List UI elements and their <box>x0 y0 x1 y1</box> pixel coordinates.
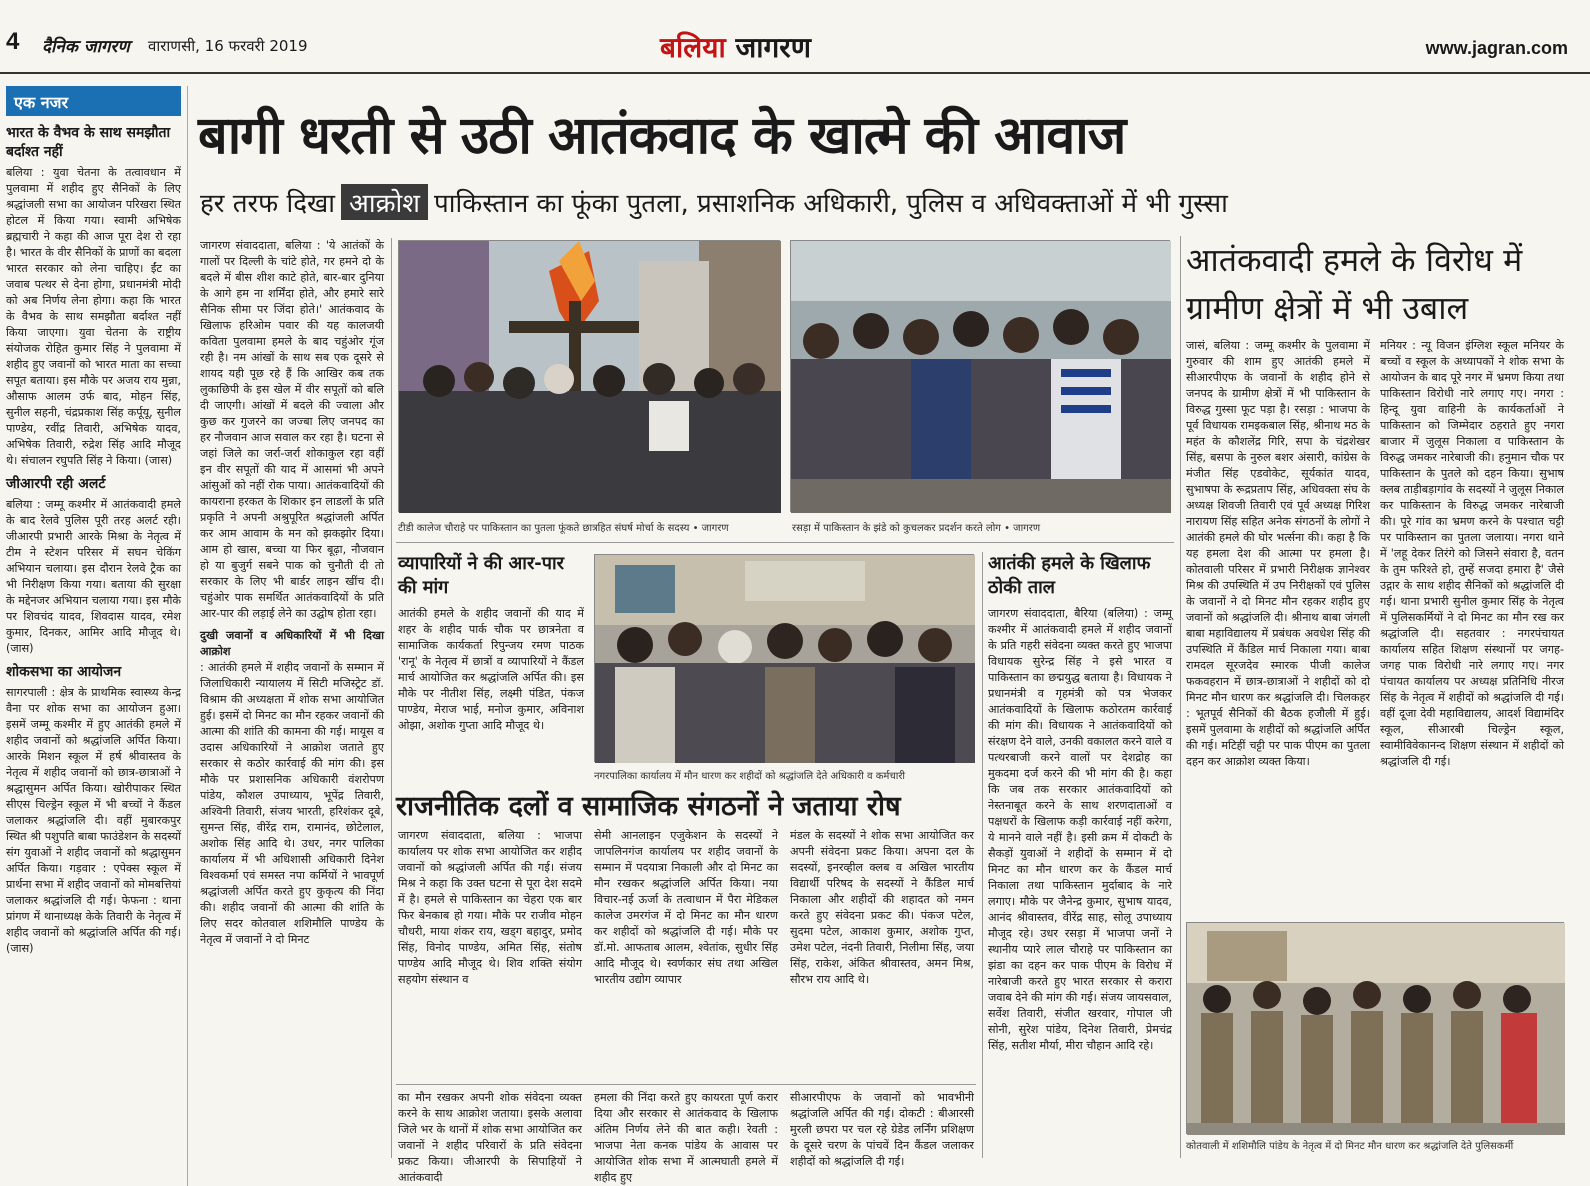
masthead-rule <box>0 72 1590 74</box>
photo-effigy-burning-image <box>399 241 781 513</box>
banner-headline: बागी धरती से उठी आतंकवाद के खात्मे की आवाज <box>198 106 1126 166</box>
photo-kotwali-caption: कोतवाली में शशिमौलि पांडेय के नेतृत्व में दो मिनट मौन धारण कर श्रद्धांजलि देते पुलिसकर्मी <box>1186 1141 1514 1152</box>
website-url[interactable]: www.jagran.com <box>1425 38 1568 58</box>
date-line: वाराणसी, 16 फरवरी 2019 <box>148 37 308 55</box>
sidebar-heading-1: भारत के वैभव के साथ समझौता बर्दाश्त नहीं <box>6 125 171 160</box>
rajnitik-col-1: जागरण संवाददाता, बलिया : भाजपा कार्यालय पर शोक सभा आयोजित कर शहीद जवानों को श्रद्धांजली अर्पित की गई। संजय मिश्र ने कहा कि उक्त घटना से पूरा देश सदमे में है। हमले से पाकिस्तान का चेहरा एक बार फिर बेनकाब हो गया। मौके पर राजीव मोहन चौधरी, माया शंकर राय, खड्ग बहादुर, प्रमोद सिंह, विनोद पाण्डेय, अमित सिंह, संतोष पाण्डेय आदि मौजूद थे। शिव शक्ति संयोग सहयोग संस्थान व <box>398 829 582 986</box>
sidebar-body-2: बलिया : जम्मू कश्मीर में आतंकवादी हमले के बाद रेलवे पुलिस पूरी तरह अलर्ट रही। जीआरपी प्रभारी आरके मिश्रा के नेतृत्व में टीम ने स्टेशन परिसर में सघन चेकिंग अभियान चलाया। इस दौरान रेलवे ट्रैक का भी निरीक्षण किया गया। बताया की सुरक्षा के मद्देनजर अभियान चलाया गया। इस मौके पर शिवचंद यादव, शिवदास यादव, रमेश कुमार, दिनकर, आमिर आदि मौजूद थे। (जास) <box>6 498 181 655</box>
photo-nagarpalika <box>594 554 974 762</box>
photo-kotwali <box>1186 922 1564 1134</box>
gramin-col-2: मनियर : न्यू विजन इंग्लिश स्कूल मनियर के बच्चों व स्कूल के अध्यापकों ने शोक सभा के आयोजन के बाद पूरे नगर में भ्रमण किया तथा पाकिस्तान विरोधी नारे लगाए गए। नगरा : हिन्दू युवा वाहिनी के कार्यकर्ताओं ने पाकिस्तान को जिम्मेदार ठहराते हुए नगरा बाजार में जुलूस निकाला व पाकिस्तान के विरुद्ध जमकर नारेबाजी की। हनुमान चौक पर पाकिस्तान के पुतले को दहन किया। सुभाष क्लब ताड़ीबड़ागांव के सदस्यों ने जुलूस निकाल कर पाकिस्तान के विरुद्ध जमकर नारेबाजी की। पूरे गांव का भ्रमण करने के पश्चात चट्टी पर पाकिस्तान का पुतला जलाया। नगरा थाने में 'लहू देकर तिरंगे को जिसने संवारा है, वतन के तुम फरिश्ते हो, तुम्हें सजदा हमारा है' जैसे उद्गार के साथ शहीद सैनिकों को श्रद्धांजलि दी गई। थाना प्रभारी सुनील कुमार सिंह के नेतृत्व में पुलिसकर्मियों ने दो मिनट का मौन रख कर श्रद्धांजलि दी। सहतवार : नगरपंचायत कार्यालय सहित शिक्षण संस्थानों पर जगह-जगह पाक विरोधी नारे लगाए गए। नगर पंचायत कार्यालय पर अध्यक्ष प्रतिनिधि नीरज सिंह के नेतृत्व में शहीदों को श्रद्धांजलि दी गई। वहीं दूजा देवी महाविद्यालय, आदर्श विद्यामंदिर स्कूल, सीआरबी चिल्ड्रेन स्कूल, स्वामीविवेकानन्द शिक्षण संस्थान में शहीदों को श्रद्धांजलि दी गई। <box>1380 339 1564 768</box>
aatanki-heading: आतंकी हमले के खिलाफ ठोकी ताल <box>988 553 1151 598</box>
lead-story-para-1: जागरण संवाददाता, बलिया : 'ये आतंकों के गालों पर दिल्ली के चांटे होते, गर हमने दो के बदले में बीस शीश काटे होते, बार-बार दुनिया के आगे हम ना शर्मिंदा होते, और हमारे सारे सैनिक सीमा पर जिंदा होते।' आतंकवाद के खिलाफ हरिओम पवार की यह कालजयी कविता पुलवामा हमले के बाद चहुंओर गूंज रही है। नम आंखों के साथ सब एक दूसरे से शायद यही पूछ रहे हैं कि आखिर कब तक लुकाछिपी के इस खेल में वीर सपूतों को बलि दी जाएगी। आंखों में बदले की ज्वाला और कुछ कर गुजरने का जज्बा लिए जनपद का हर नौजवान आज सवाल कर रहा है। घटना से जहां जिले का जर्रा-जर्रा शोकाकुल रहा वहीं इन वीर सपूतों की याद में आसमां भी अपने आंसुओं को नहीं रोक पाया। आतंकवादियों की कायराना हरकत के शिकार इन लाडलों के प्रति प्रकृति ने अपनी अश्रुपूरित श्रद्धांजली अर्पित कर आम आवाम के मन को झकझोर दिया। आम हो खास, बच्चा या फिर बूढ़ा, नौजवान हो या बुजुर्ग सबने पाक को चुनौती दी तो सरकार के लिए भी बार्डर लाइन खींच दी। चहुंओर पाक समर्थित आतंकवादियों के प्रति आर-पार की लड़ाई लेने का उद्घोष होता रहा। <box>200 239 384 620</box>
photo-effigy-burning <box>398 240 780 512</box>
edition-brand: जागरण <box>735 31 811 64</box>
photos-divider <box>396 542 1174 543</box>
photo-rasra-protest-image <box>791 241 1171 513</box>
column-divider <box>391 238 392 1158</box>
sub-headline-highlight: आक्रोश <box>341 184 428 220</box>
vyapari-body: आतंकी हमले के शहीद जवानों की याद में शहर के शहीद पार्क चौक पर छात्रनेता व सामाजिक कार्यकर्ता रिपुन्जय रमण पाठक 'रानू' के नेतृत्व में छात्रों व व्यापारियों ने कैंडल मार्च आयोजित कर श्रद्धांजलि अर्पित की। इस मौके पर नीतीश सिंह, लक्ष्मी पंडित, पंकज पाण्डेय, मेराज भाई, मनोज कुमार, अविनाश ओझा, अशोक गुप्ता आदि मौजूद थे। <box>398 607 584 732</box>
lead-story-para-2: : आतंकी हमले में शहीद जवानों के सम्मान में जिलाधिकारी न्यायालय में सिटी मजिस्ट्रेट डॉ. विश्राम की अध्यक्षता में शोक सभा आयोजित हुई। इसमें दो मिनट का मौन रहकर जवानों की आत्मा की शांति की कामना की गई। मायूस व उदास अधिकारियों ने आक्रोश जताते हुए सरकार से कठोर कार्रवाई की मांग की। इस मौके पर प्रशासनिक अधिकारी वंशरोपण पांडेय, कौशल उपाध्याय, भूपेंद्र तिवारी, अश्विनी तिवारी, संजय भारती, हरिशंकर दूबे, सुमन्त सिंह, वीरेंद्र राम, रामानंद, छोटेलाल, अशोक सिंह आदि थे। उधर, नगर पालिका कार्यालय में भी अधिशासी अधिकारी दिनेश विश्वकर्मा एवं समस्त नपा कर्मियों ने भावपूर्ण श्रद्धांजली अर्पित करते हुए कुकृत्य की निंदा की। शहीद जवानों की आत्मा की शांति के लिए सदर कोतवाल शशिमौलि पाण्डेय के नेतृत्व में जवानों ने दो मिनट <box>200 661 384 946</box>
photo-effigy-caption: टीडी कालेज चौराहे पर पाकिस्तान का पुतला फूंकते छात्रहित संघर्ष मोर्चा के सदस्य • जागरण <box>398 523 729 534</box>
gramin-divider <box>1180 236 1181 1158</box>
lead-story-subhead: दुखी जवानों व अधिकारियों में भी दिखा आक्रोश <box>200 629 384 658</box>
masthead <box>0 0 1590 78</box>
edition-prefix: बलिया <box>660 31 726 64</box>
rajnitik-cont-2: हमला की निंदा करते हुए कायरता पूर्ण करार दिया और सरकार से आतंकवाद के खिलाफ अंतिम निर्णय लेने की बात कही। रेवती : भाजपा नेता कनक पांडेय के आवास पर आयोजित शोक सभा में आत्मघाती हमले में शहीद हुए <box>594 1091 778 1184</box>
rajnitik-cont-3: सीआरपीएफ के जवानों को भावभीनी श्रद्धांजलि अर्पित की गई। दोकटी : बीआरसी मुरली छपरा पर चल रहे ग्रेडेड लर्निंग प्रशिक्षण के दूसरे चरण के पांचवें दिन कैंडल जलाकर शहीदों को श्रद्धांजलि दी गई। <box>790 1091 974 1168</box>
photo-nagarpalika-image <box>595 555 975 763</box>
sidebar-heading-3: शोकसभा का आयोजन <box>6 664 122 680</box>
sidebar-box-title: एक नजर <box>6 86 181 116</box>
sidebar-heading-2: जीआरपी रही अलर्ट <box>6 476 106 492</box>
sidebar-body-1: बलिया : युवा चेतना के तत्वावधान में पुलवामा में शहीद हुए सैनिकों के लिए श्रद्धांजली सभा का आयोजन परिखरा स्थित होटल में किया गया। स्वामी अभिषेक ब्रह्मचारी ने कहा की आज पूरा देश रो रहा है। भारत के वीर सैनिकों के प्राणों का बदला भारत सरकार को लेना चाहिए। ईंट का जवाब पत्थर से देना होगा, प्रधानमंत्री मोदी को अब निर्णय लेना होगा। कहा कि भारत के वैभव के साथ समझौता बर्दाश्त नहीं किया जाएगा। युवा चेतना के राष्ट्रीय संयोजक रोहित कुमार सिंह ने पुलवामा में शहीद हुए जवानों को भारत माता का सच्चा सपूत बताया। इस मौके पर अजय राय मुन्ना, औसाफ आलम उर्फ बाद, मोहन सिंह, सुनील सहनी, चंद्रप्रकाश सिंह कर्पूयू, सुनील पाण्डेय, रवींद्र तिवारी, अभिषेक यादव, अभिषेक तिवारी, रुद्रेश सिंह आदि मौजूद थे। संचालन रघुपति सिंह ने किया। (जास) <box>6 166 181 467</box>
rajnitik-heading: राजनीतिक दलों व सामाजिक संगठनों ने जताया रोष <box>396 791 901 822</box>
sub-headline-before: हर तरफ दिखा <box>200 189 336 219</box>
photo-nagarpalika-caption: नगरपालिका कार्यालय में मौन धारण कर शहीदों को श्रद्धांजलि देते अधिकारी व कर्मचारी <box>594 771 905 782</box>
photo-kotwali-image <box>1187 923 1565 1135</box>
sidebar-body-3: सागरपाली : क्षेत्र के प्राथमिक स्वास्थ्य केन्द्र वैना पर शोक सभा का आयोजन हुआ। इसमें जम्मू कश्मीर में हुए आतंकी हमले में शहीद जवानों को श्रद्धांजलि अर्पित किया। आरके मिशन स्कूल में हर्ष श्रीवास्तव के नेतृत्व में शहीद जवानों को छात्र-छात्राओं ने श्रद्धासुमन अर्पित किया। खोरीपाकर स्थित सीएस चिल्ड्रेन स्कूल में भी बच्चों ने कैंडल जलाकर श्रद्धांजलि दी। वहीं मुबारकपुर स्थित श्री पशुपति बाबा फाउंडेशन के सदस्यों संग युवाओं ने शहीद जवानों को श्रद्धासुमन अर्पित किया। गड़वार : एपेक्स स्कूल में प्रार्थना सभा में शहीद जवानों को मोमबत्तियां जलाकर श्रद्धांजलि दी गई। फेफना : थाना प्रांगण में थानाध्यक्ष केके तिवारी के नेतृत्व में शहीद जवानों को श्रद्धांजलि अर्पित की गई। (जास) <box>6 686 181 955</box>
sub-headline-after: पाकिस्तान का फूंका पुतला, प्रसाशनिक अधिकारी, पुलिस व अधिवक्ताओं में भी गुस्सा <box>433 189 1228 219</box>
rajnitik-col-3: मंडल के सदस्यों ने शोक सभा आयोजित कर अपनी संवेदना प्रकट किया। अपना दल के सदस्यों, इनरव्हील क्लब व अखिल भारतीय विद्यार्थी परिषद के सदस्यों ने कैंडिल मार्च निकाला और शहीदों की शहादत को नमन करते हुए संवेदना प्रकट की। पंकज पटेल, सुदमा पटेल, आकाश कुमार, अशोक गुप्त, उमेश पटेल, नंदनी तिवारी, निलीमा सिंह, जया सिंह, राकेश, अंकित श्रीवास्तव, अमन मिश्र, सौरभ राय आदि थे। <box>790 829 974 986</box>
rajnitik-divider <box>396 1084 976 1085</box>
rajnitik-col-2: सेमी आनलाइन एजुकेशन के सदस्यों ने जापलिनगंज कार्यालय पर शहीद जवानों के सम्मान में पदयात्रा निकाली और दो मिनट का मौन रखकर श्रद्धांजलि अर्पित किया। नया विचार-नई ऊर्जा के तत्वाधान में पैरा मेडिकल कालेज उमरगंज में दो मिनट का मौन धारण कर शहीदों को श्रद्धांजलि दी गई। मौके पर डॉ.मो. आफताब आलम, श्वेतांक, सुधीर सिंह आदि मौजूद थे। स्वर्णकार संघ तथा अखिल भारतीय उद्योग व्यापार <box>594 829 778 986</box>
paper-name: दैनिक जागरण <box>42 37 130 57</box>
page-number: 4 <box>6 28 20 55</box>
photo-rasra-caption: रसड़ा में पाकिस्तान के झंडे को कुचलकर प्रदर्शन करते लोग • जागरण <box>792 523 1041 534</box>
photo-rasra-protest <box>790 240 1170 512</box>
sub-headline <box>200 184 1560 228</box>
gramin-heading: आतंकवादी हमले के विरोध में ग्रामीण क्षेत्रों में भी उबाल <box>1186 241 1523 327</box>
vyapari-heading: व्यापारियों ने की आर-पार की मांग <box>398 553 565 598</box>
sidebar-ek-nazar <box>0 86 188 1186</box>
gramin-col-1: जासं, बलिया : जम्मू कश्मीर के पुलवामा में गुरुवार की शाम हुए आतंकी हमले में सीआरपीएफ के जवानों के शहीद होने से जनपद के ग्रामीण क्षेत्रों में भी पाकिस्तान के विरुद्ध गुस्सा फूट पड़ा है। रसड़ा : भाजपा के पूर्व विधायक रामइकबाल सिंह, श्रीनाथ मठ के महंत के कौशलेंद्र गिरि, सपा के चंद्रशेखर सिंह, बसपा के नुरुल बशर अंसारी, कांग्रेस के मंजीत सिंह एडवोकेट, सूर्यकांत यादव, सुभाषपा के रूद्रप्रताप सिंह, अधिवक्ता संघ के अध्यक्ष शिवजी तिवारी एवं पूर्व अध्यक्ष गिरिश नारायण सिंह सहित अनेक संगठनों के लोगों ने आतंकी हमले की घोर भर्त्सना की। कहा है कि यह हमला देश की आत्मा पर हमला है। कोतवाली परिसर में प्रभारी निरीक्षक ज्ञानेश्वर मिश्र की उपस्थिति में उप निरीक्षकों एवं पुलिस के जवानों ने दो मिनट मौन रहकर शहीद हुए जवानों को श्रद्धांजलि दी। श्रीनाथ बाबा जंगली बाबा महाविद्यालय में प्रबंधक अवधेश सिंह की उपस्थिति में कैंडिल मार्च निकाला गया। बाबा रामदल सूरजदेव स्मारक पीजी कालेज फकवहरान में छात्र-छात्राओं ने शहीदों को दो मिनट मौन धारण कर श्रद्धांजलि दी। चिलकहर : भूतपूर्व सैनिकों की बैठक हजौली में हुई। इसमें पुलवामा के शहीदों को श्रद्धांजलि अर्पित की गई। मटिहीं चट्टी पर पाक पीएम का पुतला दहन कर आक्रोश व्यक्त किया। <box>1186 339 1370 768</box>
rajnitik-cont-1: का मौन रखकर अपनी शोक संवेदना व्यक्त करने के साथ आक्रोश जताया। इसके अलावा जिले भर के थानों में शोक सभा आयोजित कर जवानों ने शहीद परिवारों के प्रति संवेदना प्रकट किया। जीआरपी के सिपाहियों ने आतंकवादी <box>398 1091 582 1184</box>
lead-story-column <box>200 238 384 1156</box>
aatanki-divider <box>982 552 983 1158</box>
aatanki-body: जागरण संवाददाता, बैरिया (बलिया) : जम्मू कश्मीर में आतंकवादी हमले में शहीद जवानों के प्रति गहरी संवेदना व्यक्त करते हुए भाजपा विधायक सुरेन्द्र सिंह ने इसे भारत व पाकिस्तान का छद्मयुद्ध बताया है। विधायक ने प्रधानमंत्री व गृहमंत्री को पत्र भेजकर आतंकवादियों के खिलाफ कठोरतम कार्रवाई की मांग की। विधायक ने आतंकवादियों को संरक्षण देने वाले, उनकी वकालत करने वाले व पत्थरबाजी करने वालों पर देशद्रोह का मुकदमा दर्ज करने की भी मांग की है। कहा कि जब तक सरकार आतंकवादियों को नेस्तनाबूत करने के साथ शरणदाताओं व पक्षधरों के खिलाफ कड़ी कार्रवाई नहीं करेगा, ये मानने वाले नहीं है। इसी क्रम में दोकटी के सैकड़ों युवाओं ने शहीदों के सम्मान में दो मिनट का मौन धारण कर के कैंडल मार्च निकाला तथा पाकिस्तान मुर्दाबाद के नारे लगाए। मौके पर जैनेन्द्र कुमार, सुभाष यादव, आनंद श्रीवास्तव, वीरेंद्र साह, सोलू उपाध्याय मौजूद रहे। उधर रसड़ा में भाजपा जनों ने स्थानीय प्यारे लाल चौराहे पर पाकिस्तान का झंडा का दहन कर पाक पीएम के विरोध में नारेबाजी करते हुए भारत सरकार से करारा जवाब देने की मांग की गई। संजय जायसवाल, सर्वेश तिवारी, संजीत खरवार, गोपाल जी सोनी, सुरेश पांडेय, दिनेश तिवारी, प्रेमचंद्र सिंह, सतीश मौर्या, मीरा चौहान आदि रहे। <box>988 607 1172 1052</box>
edition-title <box>660 28 811 66</box>
